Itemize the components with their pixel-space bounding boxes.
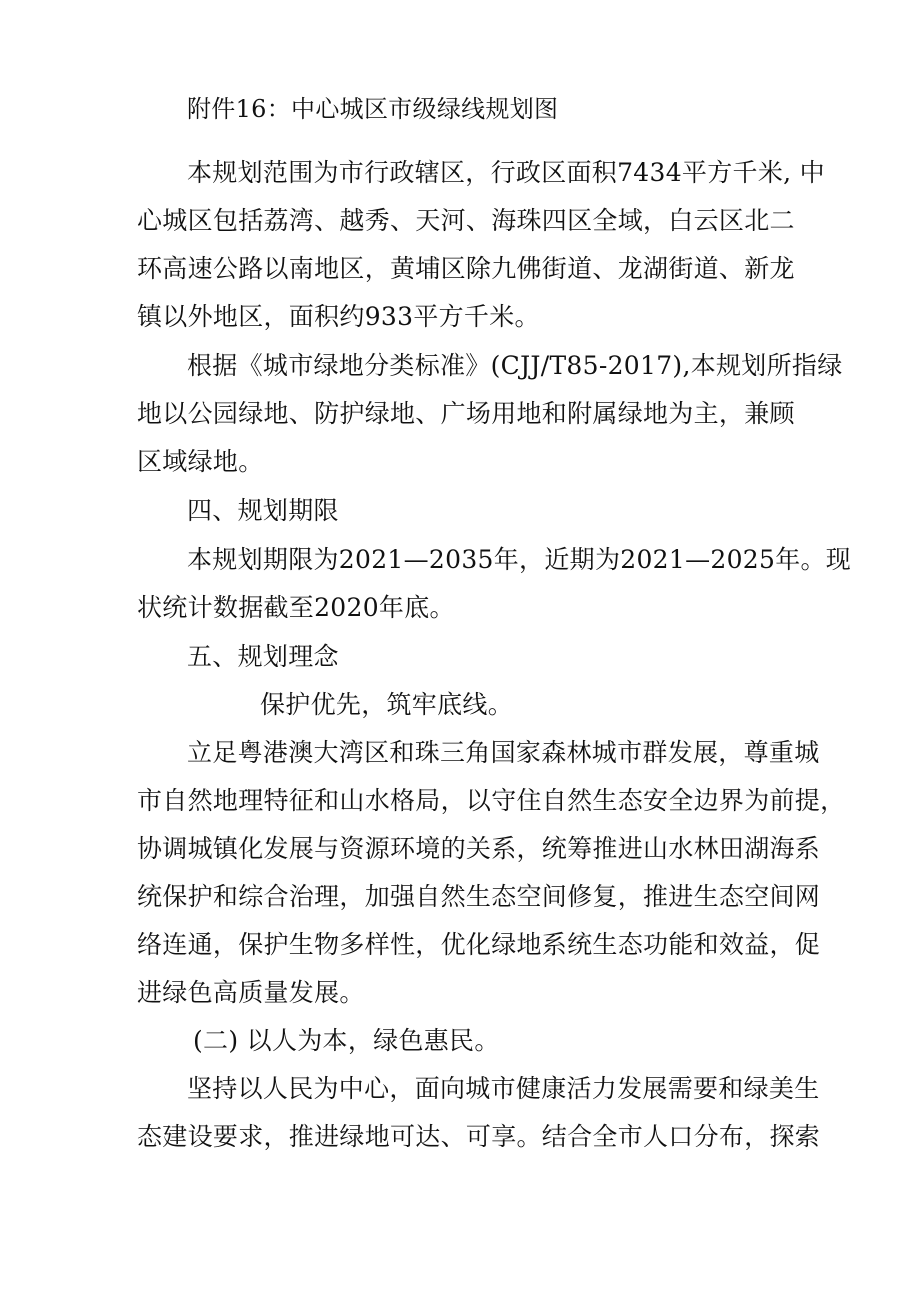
principle-heading: 保护优先，筑牢底线。 [260,690,514,719]
scope-paragraph-line: 本规划范围为市行政辖区，行政区面积7434平方千米, 中 [187,158,825,187]
period-paragraph-line: 本规划期限为2021—2035年，近期为2021—2025年。现 [187,545,852,574]
principle-heading: (二) 以人为本，绿色惠民。 [193,1026,500,1055]
standard-paragraph-line: 根据《城市绿地分类标准》(CJJ/T85-2017),本规划所指绿 [187,351,843,380]
principle-paragraph-line: 进绿色高质量发展。 [137,978,365,1007]
principle-paragraph-line: 市自然地理特征和山水格局，以守住自然生态安全边界为前提， [137,786,846,815]
standard-paragraph-line: 地以公园绿地、防护绿地、广场用地和附属绿地为主，兼顾 [137,399,795,428]
attachment-title: 附件16：中心城区市级绿线规划图 [187,95,559,123]
principle-paragraph-line: 坚持以人民为中心，面向城市健康活力发展需要和绿美生 [187,1074,820,1103]
section-heading: 五、规划理念 [187,642,339,671]
scope-paragraph-line: 心城区包括荔湾、越秀、天河、海珠四区全域，白云区北二 [137,206,795,235]
principle-paragraph-line: 统保护和综合治理，加强自然生态空间修复，推进生态空间网 [137,882,821,911]
principle-paragraph-line: 协调城镇化发展与资源环境的关系，统筹推进山水林田湖海系 [137,834,821,863]
scope-paragraph-line: 镇以外地区，面积约933平方千米。 [137,302,540,331]
principle-paragraph-line: 立足粤港澳大湾区和珠三角国家森林城市群发展，尊重城 [187,738,820,767]
scope-paragraph-line: 环高速公路以南地区，黄埔区除九佛街道、龙湖街道、新龙 [137,254,795,283]
standard-paragraph-line: 区域绿地。 [137,447,264,476]
principle-paragraph-line: 态建设要求，推进绿地可达、可享。结合全市人口分布，探索 [137,1122,821,1151]
principle-paragraph-line: 络连通，保护生物多样性，优化绿地系统生态功能和效益，促 [137,930,821,959]
section-heading: 四、规划期限 [187,496,339,525]
period-paragraph-line: 状统计数据截至2020年底。 [137,593,455,622]
